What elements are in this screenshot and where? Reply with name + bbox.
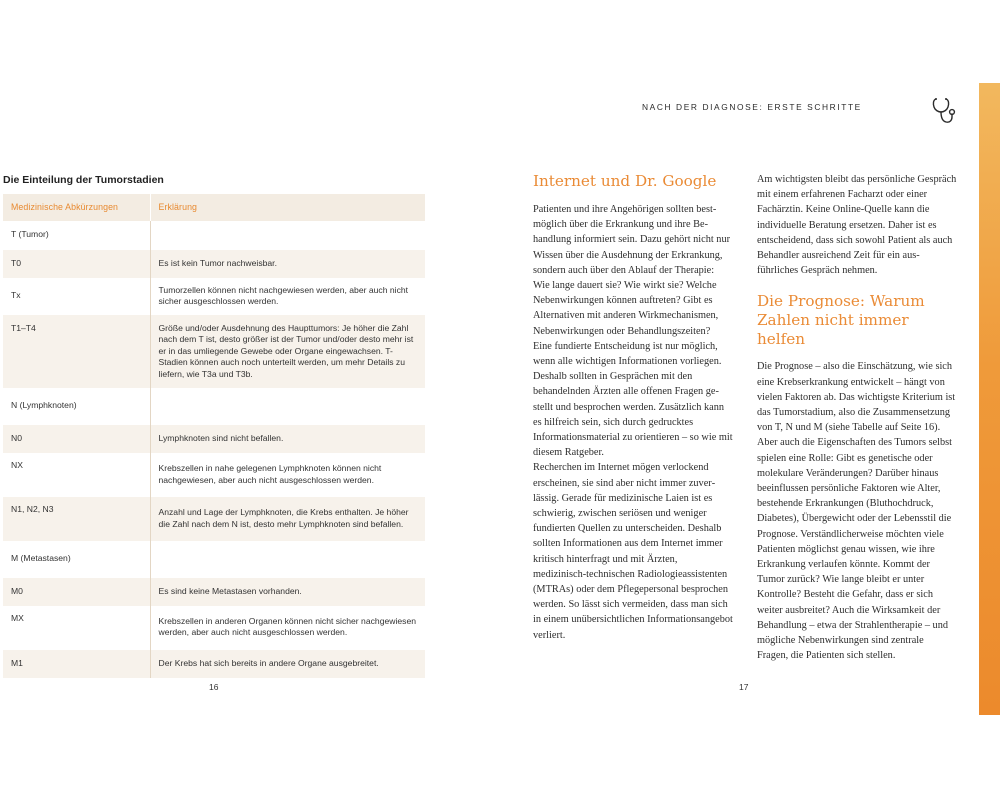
table-row [3, 577, 425, 606]
body-paragraph: Eine fundierte Entscheidung ist nur möglich, wenn alle wichtigen Informationen vorliegen. Deshalb sollten in Gesprächen mit den behandelnden Ärzten alle offenen Fragen gestellt und besprochen werden. Zusätzlich kann es hilfreich sein, sich durch gedrucktes Informationsmaterial zu orientieren – so wie mit diesem Ratgeber. [533, 340, 733, 459]
row-explanation [150, 221, 425, 250]
page-number-left: 16 [209, 682, 219, 692]
row-abbreviation: T1–T4 [3, 315, 150, 389]
header-explanation: Erklärung [150, 194, 425, 221]
table-row [3, 541, 425, 578]
table-row [3, 388, 425, 425]
row-abbreviation: MX [3, 606, 150, 650]
row-abbreviation: M1 [3, 649, 150, 678]
row-explanation: Es sind keine Metastasen vorhanden. [150, 577, 425, 606]
text-column-left [533, 172, 733, 643]
row-abbreviation: T (Tumor) [3, 221, 150, 250]
row-abbreviation: M0 [3, 577, 150, 606]
table-row [3, 606, 425, 650]
text-column-right [757, 172, 957, 663]
table-row [3, 453, 425, 497]
row-explanation: Größe und/oder Ausdehnung des Haupttumors: Je höher die Zahl nach dem T ist, desto größer ist der Tumor und/oder desto mehr ist er in das umliegende Gewebe oder Organe eingewachsen. T-Stadien können auch noch unterteilt werden, um mehr Details zu liefern, wie T3a und T3b. [150, 315, 425, 389]
row-abbreviation: N0 [3, 425, 150, 454]
table-row [3, 425, 425, 454]
tumor-stage-table [3, 194, 425, 678]
chapter-color-tab [979, 83, 1000, 715]
row-explanation: Es ist kein Tumor nachweisbar. [150, 250, 425, 279]
table-row [3, 497, 425, 541]
section-heading-prognose: Die Prognose: Warum Zahlen nicht immer helfen [757, 292, 925, 349]
table-row [3, 649, 425, 678]
row-explanation: Anzahl und Lage der Lymphknoten, die Krebs enthalten. Je höher die Zahl nach dem N ist, desto mehr Lymphknoten sind befallen. [150, 497, 425, 541]
row-explanation: Krebszellen in nahe gelegenen Lymphknoten können nicht nachgewiesen, aber auch nicht ausgeschlossen werden. [150, 453, 425, 497]
row-explanation [150, 388, 425, 425]
header-abbreviation: Medizinische Abkürzungen [3, 194, 150, 221]
row-explanation: Tumorzellen können nicht nachgewiesen werden, aber auch nicht sicher ausgeschlossen werden. [150, 278, 425, 315]
row-abbreviation: N1, N2, N3 [3, 497, 150, 541]
body-paragraph: Am wichtigsten bleibt das persönliche Gespräch mit einem erfahrenen Facharzt oder einer Fachärztin. Keine Online-Quelle kann die individuelle Beratung ersetzen. Daher ist es entscheidend, dass sich sowohl Patient als auch Behandler ausreichend Zeit für ein ausführliches Gespräch nehmen. [757, 174, 957, 277]
page-number-right: 17 [739, 682, 749, 692]
row-abbreviation: Tx [3, 278, 150, 315]
body-paragraph: Recherchen im Internet mögen verlockend erscheinen, sie sind aber nicht immer zuverlässig. Gerade für medizinische Laien ist es schwierig, zwischen seriösen und weniger fundierten Quellen zu unterscheiden. Deshalb sollten Informationen aus dem Internet immer kritisch hinterfragt und mit Ärzten, medizinisch-technischen Radiologieassistenten (MTRAs) oder dem Pflegepersonal besprochen werden. So lässt sich vermeiden, dass man sich in einem unübersichtlichen Informationsangebot verliert. [533, 462, 733, 641]
row-abbreviation: T0 [3, 250, 150, 279]
row-explanation: Der Krebs hat sich bereits in andere Organe ausgebreitet. [150, 649, 425, 678]
table-row [3, 315, 425, 389]
body-paragraph: Die Prognose – also die Einschätzung, wie sich eine Krebserkrankung entwickelt – hängt von vielen Faktoren ab. Das wichtigste Kriterium ist das Tumorstadium, also die Zusammensetzung von T, N und M (siehe Tabelle auf Seite 16). Aber auch die Eigenschaften des Tumors selbst spielen eine Rolle: Gibt es genetische oder molekulare Veränderungen? Darüber hinaus beeinflussen persönliche Faktoren wie Alter, bestehende Erkrankungen (Bluthochdruck, Diabetes), Übergewicht oder der Lebensstil die Prognose. Verständlicherweise möchten viele Patienten möglichst genau wissen, wie ihre Erkrankung verlaufen könnte. Kommt der Tumor zurück? Wie lange bleibt er unter Kontrolle? Besteht die Gefahr, dass er sich weiter ausbreitet? Auch die Wirksamkeit der Behandlung – etwa der Strahlentherapie – und mögliche Nebenwirkungen sind zentrale Fragen, die Patienten sich stellen. [757, 361, 956, 662]
row-explanation [150, 541, 425, 578]
running-head: NACH DER DIAGNOSE: ERSTE SCHRITTE [642, 102, 862, 112]
section-heading-internet: Internet und Dr. Google [533, 172, 717, 190]
body-paragraph: Patienten und ihre Angehörigen sollten bestmöglich über die Erkrankung und ihre Behandlung informiert sein. Dazu gehört nicht nur Wissen über die Ausdehnung der Erkrankung, sondern auch über den Ablauf der Therapie: Wie lange dauert sie? Wie wirkt sie? Welche Nebenwirkungen können auftreten? Gibt es Alternativen mit anderen Wirkmechanismen, Nebenwirkungen oder Behandlungszeiten? [533, 204, 731, 337]
row-abbreviation: N (Lymphknoten) [3, 388, 150, 425]
table-row [3, 278, 425, 315]
stethoscope-icon [930, 96, 958, 126]
table-row [3, 250, 425, 279]
row-abbreviation: NX [3, 453, 150, 497]
row-explanation: Krebszellen in anderen Organen können nicht sicher nachgewiesen werden, aber auch nicht ausgeschlossen werden. [150, 606, 425, 650]
table-row [3, 221, 425, 250]
table-title: Die Einteilung der Tumorstadien [3, 174, 164, 186]
table-header-row [3, 194, 425, 221]
row-abbreviation: M (Metastasen) [3, 541, 150, 578]
row-explanation: Lymphknoten sind nicht befallen. [150, 425, 425, 454]
